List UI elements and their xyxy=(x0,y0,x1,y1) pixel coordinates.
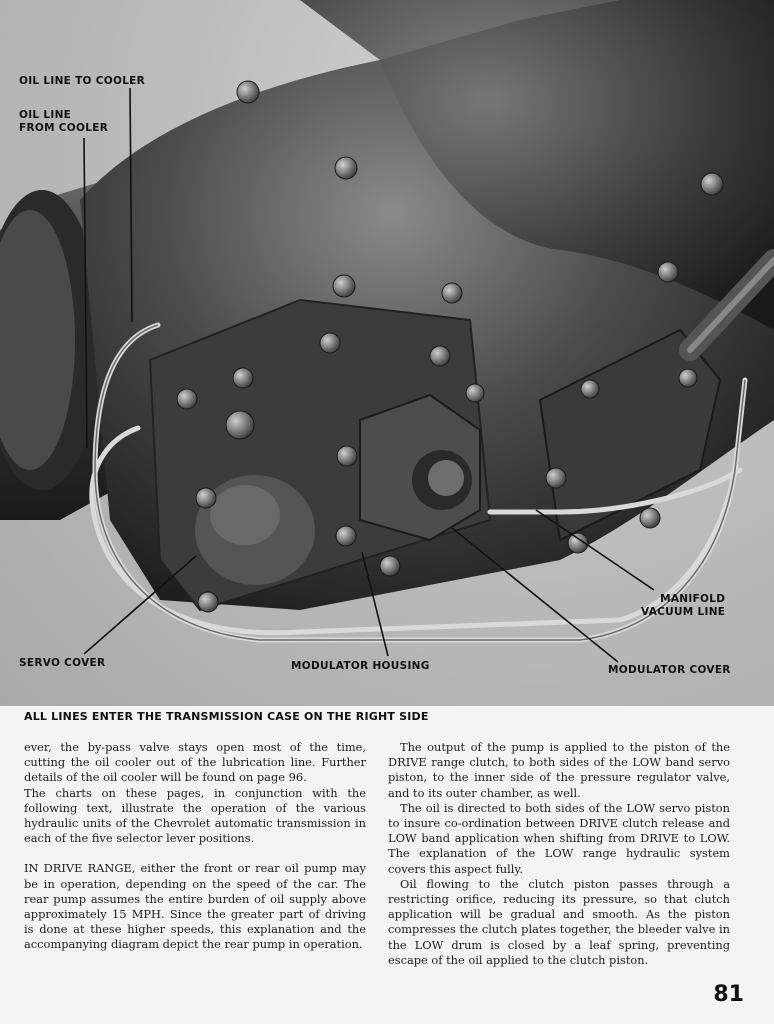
label-modulator-housing: MODULATOR HOUSING xyxy=(291,660,430,672)
left-paragraph-2: The charts on these pages, in conjunction with the following text, illustrate the operation of the various hydraulic units of the Chevrolet automatic transmission in each of the five selector lever positions. xyxy=(24,785,366,846)
label-manifold-vacuum-line-line1: MANIFOLD xyxy=(660,593,726,605)
left-paragraph-3: IN DRIVE RANGE, either the front or rear oil pump may be in operation, depending on the speed of the car. The rear pump assumes the entire burden of oil supply above approximately 15 MPH. Since the greater part of driving is done at these higher speeds, this explanation and the accompanying diagram depict the rear pump in operation. xyxy=(24,861,366,952)
right-paragraph-1: The output of the pump is applied to the piston of the DRIVE range clutch, to both sides of the LOW band servo piston, to the inner side of the pressure regulator valve, and to its outer chamber, as well. xyxy=(388,740,730,800)
right-paragraph-2: The oil is directed to both sides of the LOW servo piston to insure co-ordination between DRIVE clutch release and LOW band application when shifting from DRIVE to LOW. The explanation of the LOW range hydraulic system covers this aspect fully. xyxy=(388,800,730,876)
label-oil-line-from-cooler xyxy=(19,109,108,135)
label-manifold-vacuum-line xyxy=(641,593,725,619)
left-paragraph-1: ever, the by-pass valve stays open most of the time, cutting the oil cooler out of the lubrication line. Further details of the oil cooler will be found on page 96. xyxy=(24,740,366,785)
right-column xyxy=(388,740,730,968)
leader-servo-cover xyxy=(84,556,196,654)
label-oil-line-from-cooler-line1: OIL LINE xyxy=(19,109,72,121)
label-modulator-cover: MODULATOR COVER xyxy=(608,664,731,676)
label-oil-line-to-cooler: OIL LINE TO COOLER xyxy=(19,75,146,87)
right-paragraph-3: Oil flowing to the clutch piston passes through a restricting orifice, reducing its pressure, so that clutch application will be gradual and smooth. As the piston compresses the clutch plates together, the bleeder valve in the LOW drum is closed by a leaf spring, preventing escape of the oil applied to the clutch piston. xyxy=(388,876,730,967)
label-servo-cover: SERVO COVER xyxy=(19,657,106,669)
figure-caption: ALL LINES ENTER THE TRANSMISSION CASE ON THE RIGHT SIDE xyxy=(24,710,429,723)
label-oil-line-from-cooler-line2: FROM COOLER xyxy=(19,122,109,134)
left-column xyxy=(24,740,366,953)
page-number: 81 xyxy=(713,982,744,1007)
label-manifold-vacuum-line-line2: VACUUM LINE xyxy=(641,606,726,618)
